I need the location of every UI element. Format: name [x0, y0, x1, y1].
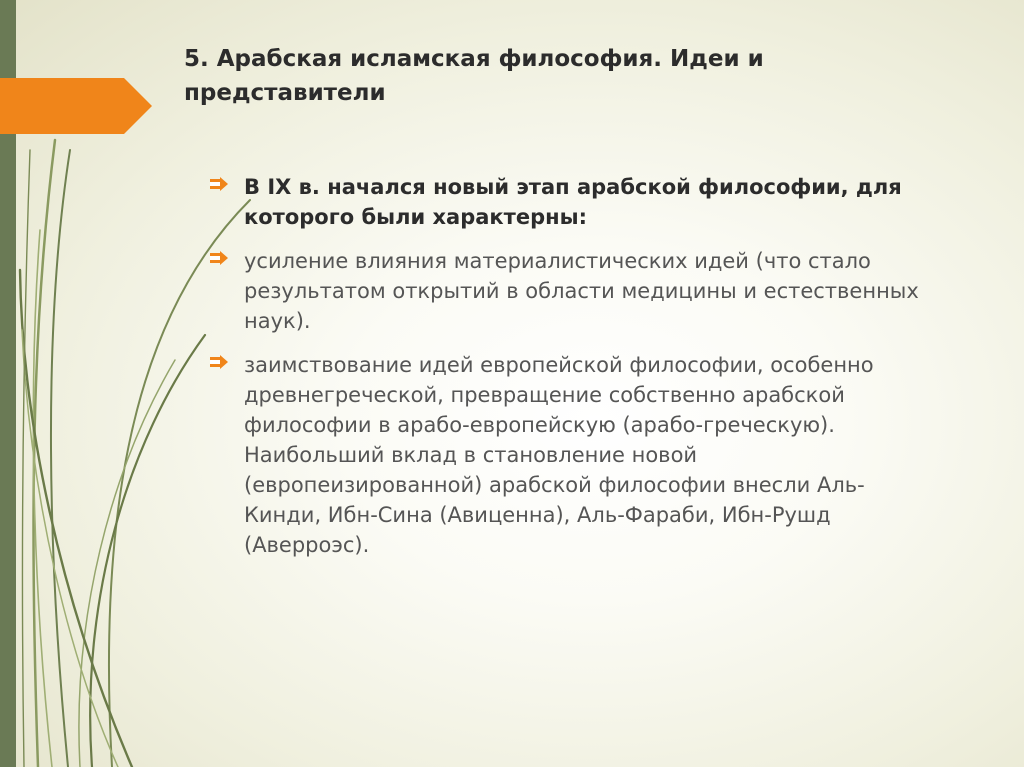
- bullet-list: [210, 172, 930, 574]
- orange-arrow-icon: [210, 251, 228, 265]
- bullet-text: заимствование идей европейской философии, особенно древнегреческой, превращение собственно арабской философии в арабо-европейскую (арабо-греческую). Наибольший вклад в становление новой (европеизированной) арабской философии внесли Аль-Кинди, Ибн-Сина (Авиценна), Аль-Фараби, Ибн-Рушд (Аверроэс).: [244, 353, 874, 557]
- orange-arrow-icon: [210, 177, 228, 191]
- bullet-text: В IX в. начался новый этап арабской философии, для которого были характерны:: [244, 175, 902, 229]
- bullet-item: [210, 172, 930, 232]
- bullet-item: [210, 246, 930, 336]
- slide-title: 5. Арабская исламская философия. Идеи и представители: [184, 46, 764, 106]
- orange-arrow-icon: [210, 355, 228, 369]
- bullet-text: усиление влияния материалистических идей (что стало результатом открытий в области медицины и естественных наук).: [244, 249, 919, 333]
- bullet-item: [210, 350, 930, 560]
